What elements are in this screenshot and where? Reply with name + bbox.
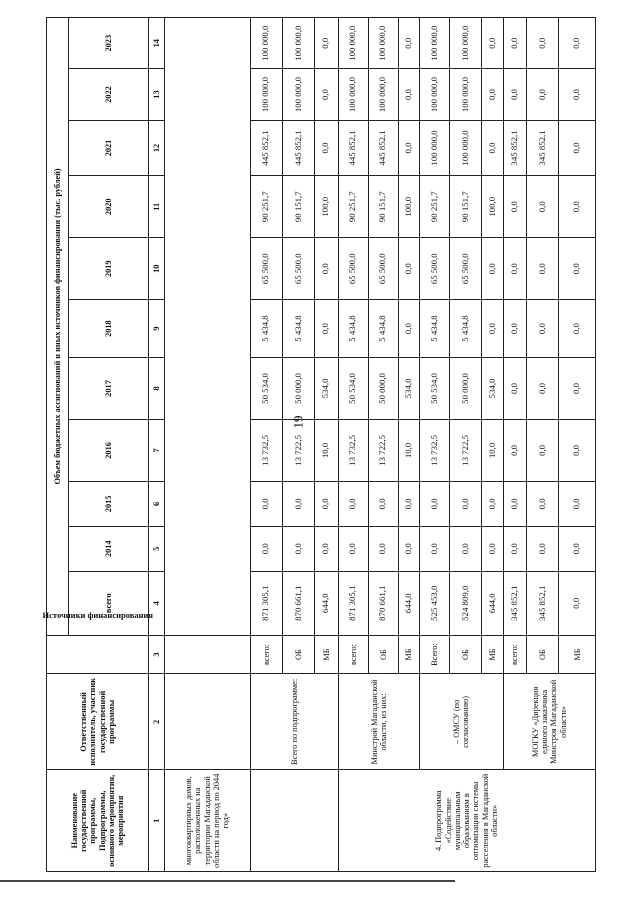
column-number: 6 <box>149 481 165 526</box>
value-cell: 644,0 <box>482 571 503 635</box>
value-cell: 0,0 <box>559 481 596 526</box>
value-cell: 90 251,7 <box>250 176 282 238</box>
value-cell: 0,0 <box>482 300 503 358</box>
value-cell: 524 809,0 <box>450 571 482 635</box>
empty-cell <box>165 674 251 770</box>
value-cell: 65 500,0 <box>250 238 282 300</box>
value-cell: 0,0 <box>559 357 596 419</box>
value-cell: 90 151,7 <box>368 176 398 238</box>
group-executor: МОГКУ «Дирекция единого заказчика Минстроя Магаданской области» <box>503 674 595 770</box>
value-cell: 100 000,0 <box>282 18 314 69</box>
value-cell: 345 852,1 <box>527 571 559 635</box>
value-cell: 0,0 <box>503 18 527 69</box>
value-cell: 0,0 <box>315 120 339 176</box>
value-cell: 0,0 <box>338 481 368 526</box>
value-cell: 0,0 <box>398 18 419 69</box>
continuation-text: многоквартирных домов, расположенных на территории Магаданской области на период по 2044 год» <box>165 770 251 872</box>
value-cell: 0,0 <box>527 176 559 238</box>
value-cell: 0,0 <box>450 526 482 571</box>
value-cell: 0,0 <box>527 481 559 526</box>
value-cell: 65 500,0 <box>282 238 314 300</box>
value-cell: 0,0 <box>398 238 419 300</box>
value-cell: 0,0 <box>503 419 527 481</box>
value-cell: 0,0 <box>503 69 527 120</box>
header-year: 2015 <box>69 481 149 526</box>
value-cell: 0,0 <box>368 481 398 526</box>
source-cell: всего: <box>250 635 282 673</box>
header-source <box>42 610 153 673</box>
funding-table <box>42 17 596 872</box>
value-cell: 0,0 <box>503 481 527 526</box>
header-year: 2023 <box>69 18 149 69</box>
value-cell: 345 852,1 <box>503 571 527 635</box>
value-cell: 0,0 <box>315 238 339 300</box>
column-number: 5 <box>149 526 165 571</box>
value-cell: 13 732,5 <box>420 419 450 481</box>
source-cell: Всего: <box>420 635 450 673</box>
empty-cell <box>250 770 338 872</box>
value-cell: 90 151,7 <box>282 176 314 238</box>
source-cell: ОБ <box>368 635 398 673</box>
page-number: 19 <box>290 415 306 429</box>
source-cell: ОБ <box>527 635 559 673</box>
empty-cell <box>165 635 251 673</box>
header-funding-title: Объем бюджетных ассигнований и иных источников финансирования (тыс. рублей) <box>47 18 69 636</box>
value-cell: 100 000,0 <box>450 69 482 120</box>
source-cell: ОБ <box>282 635 314 673</box>
value-cell: 0,0 <box>559 419 596 481</box>
value-cell: 445 852,1 <box>338 120 368 176</box>
group-executor: Всего по подпрограмме: <box>250 674 338 770</box>
source-cell: МБ <box>398 635 419 673</box>
value-cell: 10,0 <box>315 419 339 481</box>
value-cell: 0,0 <box>527 419 559 481</box>
header-source-text: Источники финансирования <box>42 610 153 621</box>
header-year: 2014 <box>69 526 149 571</box>
value-cell: 0,0 <box>250 481 282 526</box>
value-cell: 100 000,0 <box>250 18 282 69</box>
value-cell: 0,0 <box>482 481 503 526</box>
value-cell: 100 000,0 <box>250 69 282 120</box>
value-cell: 100 000,0 <box>450 18 482 69</box>
value-cell: 871 305,1 <box>250 571 282 635</box>
value-cell: 0,0 <box>559 238 596 300</box>
value-cell: 870 661,1 <box>368 571 398 635</box>
value-cell: 100 000,0 <box>338 18 368 69</box>
value-cell: 90 251,7 <box>420 176 450 238</box>
value-cell: 0,0 <box>315 69 339 120</box>
header-year: 2022 <box>69 69 149 120</box>
value-cell: 0,0 <box>559 300 596 358</box>
value-cell: 0,0 <box>315 300 339 358</box>
value-cell: 345 852,1 <box>503 120 527 176</box>
value-cell: 345 852,1 <box>527 120 559 176</box>
value-cell: 445 852,1 <box>282 120 314 176</box>
group-executor: Минстрой Магаданской области, из них: <box>338 674 419 770</box>
column-number: 13 <box>149 69 165 120</box>
header-year: 2019 <box>69 238 149 300</box>
value-cell: 445 852,1 <box>250 120 282 176</box>
value-cell: 0,0 <box>282 481 314 526</box>
value-cell: 0,0 <box>559 69 596 120</box>
source-cell: МБ <box>559 635 596 673</box>
value-cell: 0,0 <box>559 526 596 571</box>
value-cell: 50 000,0 <box>450 357 482 419</box>
value-cell: 0,0 <box>559 120 596 176</box>
value-cell: 5 434,8 <box>250 300 282 358</box>
value-cell: 0,0 <box>527 526 559 571</box>
source-cell: ОБ <box>450 635 482 673</box>
value-cell: 0,0 <box>559 176 596 238</box>
value-cell: 65 500,0 <box>420 238 450 300</box>
column-number: 3 <box>149 635 165 673</box>
value-cell: 10,0 <box>482 419 503 481</box>
value-cell: 13 732,5 <box>250 419 282 481</box>
header-year: 2020 <box>69 176 149 238</box>
table-body <box>165 18 596 872</box>
value-cell: 0,0 <box>503 176 527 238</box>
value-cell: 0,0 <box>315 526 339 571</box>
value-cell: 50 000,0 <box>282 357 314 419</box>
value-cell: 0,0 <box>450 481 482 526</box>
rotated-table-container <box>42 17 596 872</box>
value-cell: 0,0 <box>482 238 503 300</box>
column-number: 1 <box>149 770 165 872</box>
value-cell: 0,0 <box>527 18 559 69</box>
value-cell: 0,0 <box>398 481 419 526</box>
value-cell: 5 434,8 <box>338 300 368 358</box>
header-executor: Ответственный исполнитель, участник государственной программы <box>47 674 149 770</box>
value-cell: 0,0 <box>420 481 450 526</box>
value-cell: 65 500,0 <box>368 238 398 300</box>
source-cell: МБ <box>315 635 339 673</box>
value-cell: 100 000,0 <box>420 120 450 176</box>
value-cell: 50 534,0 <box>250 357 282 419</box>
value-cell: 0,0 <box>559 571 596 635</box>
value-cell: 100 000,0 <box>368 18 398 69</box>
value-cell: 0,0 <box>315 18 339 69</box>
value-cell: 90 251,7 <box>338 176 368 238</box>
column-number: 7 <box>149 419 165 481</box>
value-cell: 0,0 <box>398 300 419 358</box>
value-cell: 0,0 <box>527 69 559 120</box>
value-cell: 100 000,0 <box>450 120 482 176</box>
column-number: 9 <box>149 300 165 358</box>
column-number: 2 <box>149 674 165 770</box>
empty-cell <box>165 18 251 636</box>
value-cell: 13 722,5 <box>282 419 314 481</box>
column-number: 14 <box>149 18 165 69</box>
value-cell: 0,0 <box>527 238 559 300</box>
value-cell: 0,0 <box>338 526 368 571</box>
value-cell: 100,0 <box>398 176 419 238</box>
value-cell: 0,0 <box>420 526 450 571</box>
header-year: 2021 <box>69 120 149 176</box>
value-cell: 100 000,0 <box>420 69 450 120</box>
value-cell: 0,0 <box>503 300 527 358</box>
value-cell: 871 305,1 <box>338 571 368 635</box>
value-cell: 50 534,0 <box>420 357 450 419</box>
value-cell: 534,0 <box>482 357 503 419</box>
group-executor: – ОМСУ (по согласованию) <box>420 674 504 770</box>
value-cell: 0,0 <box>315 481 339 526</box>
value-cell: 0,0 <box>482 69 503 120</box>
value-cell: 100 000,0 <box>368 69 398 120</box>
value-cell: 644,0 <box>315 571 339 635</box>
value-cell: 0,0 <box>398 120 419 176</box>
column-number: 11 <box>149 176 165 238</box>
value-cell: 0,0 <box>503 526 527 571</box>
column-number: 8 <box>149 357 165 419</box>
value-cell: 100 000,0 <box>338 69 368 120</box>
subprogram-name: 4. Подпрограмма «Содействие муниципальным образованиям в оптимизации системы расселения в Магаданской области» <box>338 770 595 872</box>
column-number: 12 <box>149 120 165 176</box>
page-divider <box>0 880 455 882</box>
value-cell: 65 500,0 <box>450 238 482 300</box>
value-cell: 13 722,5 <box>368 419 398 481</box>
value-cell: 100,0 <box>482 176 503 238</box>
value-cell: 0,0 <box>482 18 503 69</box>
value-cell: 5 434,8 <box>282 300 314 358</box>
value-cell: 0,0 <box>503 357 527 419</box>
value-cell: 5 434,8 <box>420 300 450 358</box>
value-cell: 13 732,5 <box>338 419 368 481</box>
source-cell: всего: <box>338 635 368 673</box>
value-cell: 10,0 <box>398 419 419 481</box>
value-cell: 534,0 <box>398 357 419 419</box>
value-cell: 0,0 <box>482 526 503 571</box>
value-cell: 445 852,1 <box>368 120 398 176</box>
value-cell: 0,0 <box>482 120 503 176</box>
value-cell: 90 151,7 <box>450 176 482 238</box>
value-cell: 5 434,8 <box>368 300 398 358</box>
value-cell: 0,0 <box>503 238 527 300</box>
value-cell: 0,0 <box>527 357 559 419</box>
value-cell: 644,0 <box>398 571 419 635</box>
value-cell: 0,0 <box>282 526 314 571</box>
value-cell: 5 434,8 <box>450 300 482 358</box>
value-cell: 525 453,0 <box>420 571 450 635</box>
value-cell: 0,0 <box>398 69 419 120</box>
value-cell: 100,0 <box>315 176 339 238</box>
value-cell: 0,0 <box>559 18 596 69</box>
value-cell: 50 534,0 <box>338 357 368 419</box>
value-cell: 50 000,0 <box>368 357 398 419</box>
value-cell: 534,0 <box>315 357 339 419</box>
value-cell: 65 500,0 <box>338 238 368 300</box>
value-cell: 13 722,5 <box>450 419 482 481</box>
header-total: всего <box>69 571 149 635</box>
source-cell: всего: <box>503 635 527 673</box>
value-cell: 0,0 <box>250 526 282 571</box>
source-cell: МБ <box>482 635 503 673</box>
header-name: Наименование государственной программы, Подпрограммы, основного мероприятия, мероприятия <box>47 770 149 872</box>
column-number: 10 <box>149 238 165 300</box>
value-cell: 0,0 <box>527 300 559 358</box>
value-cell: 870 661,1 <box>282 571 314 635</box>
value-cell: 0,0 <box>368 526 398 571</box>
value-cell: 100 000,0 <box>420 18 450 69</box>
header-year: 2018 <box>69 300 149 358</box>
header-year: 2016 <box>69 419 149 481</box>
value-cell: 100 000,0 <box>282 69 314 120</box>
column-number: 4 <box>149 571 165 635</box>
value-cell: 0,0 <box>398 526 419 571</box>
header-year: 2017 <box>69 357 149 419</box>
